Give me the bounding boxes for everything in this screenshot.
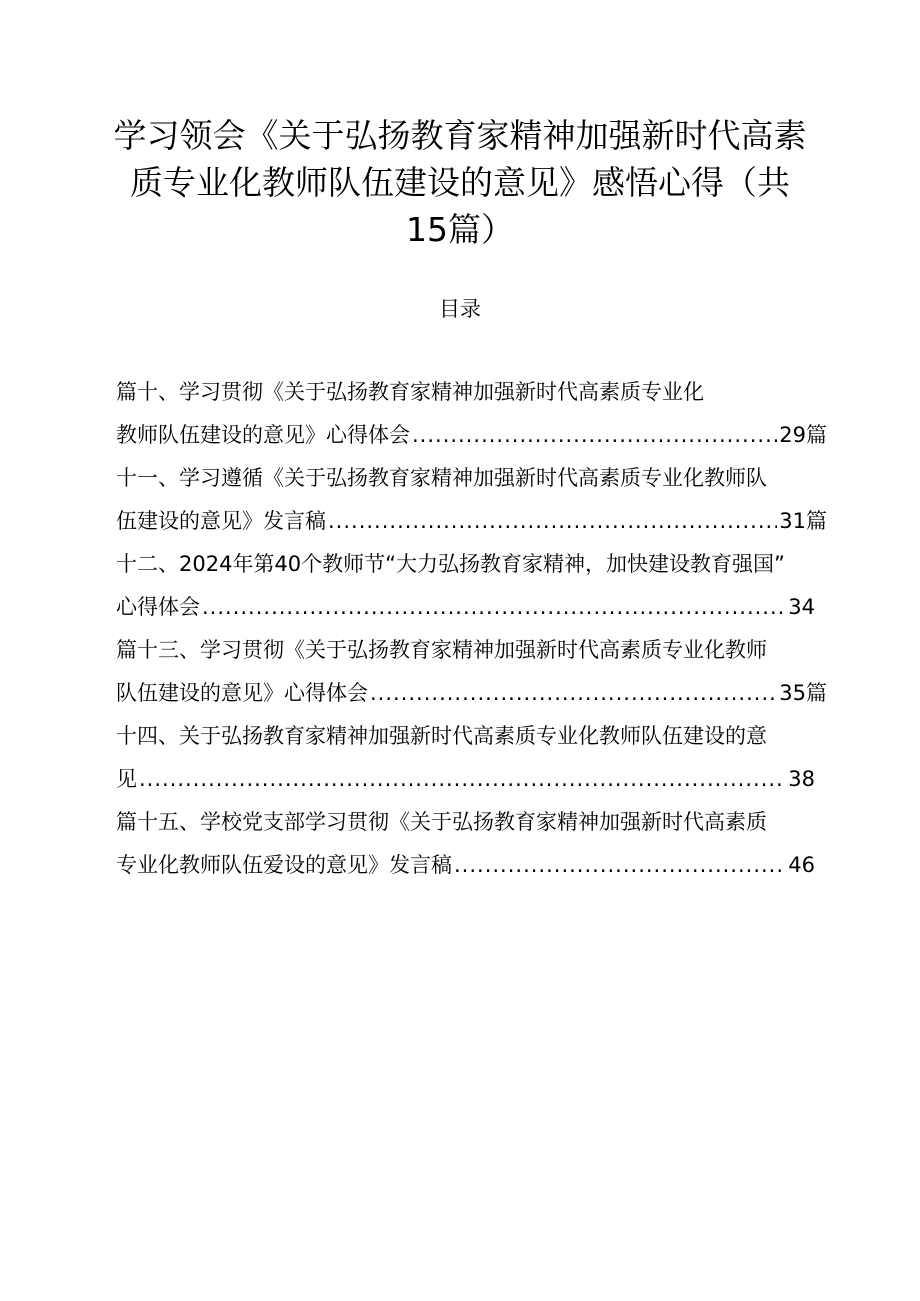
toc-entry-text: 篇十五、学校党支部学习贯彻《关于弘扬教育家精神加强新时代高素质 xyxy=(116,810,767,834)
title-line-1: 学习领会《关于弘扬教育家精神加强新时代高素 xyxy=(113,116,807,155)
toc-entry-line xyxy=(116,462,827,494)
toc-page-number: 46 xyxy=(788,853,815,877)
toc-entry-line xyxy=(116,548,827,580)
toc-entry-text: 十一、学习遵循《关于弘扬教育家精神加强新时代高素质专业化教师队 xyxy=(116,466,767,490)
toc-entry-line xyxy=(116,591,827,623)
dot-leader xyxy=(454,849,786,881)
toc-entry-text: 专业化教师队伍爱设的意见》发言稿 xyxy=(116,853,452,877)
toc-entry-line xyxy=(116,806,827,838)
toc-entry-13[interactable] xyxy=(116,634,827,709)
toc-entry-text: 十二、2024年第40个教师节“大力弘扬教育家精神，加快建设教育强国” xyxy=(116,552,785,576)
toc-entry-line xyxy=(116,720,827,752)
dot-leader xyxy=(139,763,786,795)
toc-entry-text: 十四、关于弘扬教育家精神加强新时代高素质专业化教师队伍建设的意 xyxy=(116,724,767,748)
toc-entry-11[interactable] xyxy=(116,462,827,537)
dot-leader xyxy=(202,591,786,623)
toc-entry-text: 篇十三、学习贯彻《关于弘扬教育家精神加强新时代高素质专业化教师 xyxy=(116,638,767,662)
title-line-3: 15篇） xyxy=(406,210,514,249)
toc-entry-12[interactable] xyxy=(116,548,827,623)
toc-entry-text: 篇十、学习贯彻《关于弘扬教育家精神加强新时代高素质专业化 xyxy=(116,380,704,404)
document-title xyxy=(110,112,810,253)
toc-entry-14[interactable] xyxy=(116,720,827,795)
toc-entry-line xyxy=(116,677,827,709)
toc-entry-text: 心得体会 xyxy=(116,595,200,619)
toc-entry-line xyxy=(116,634,827,666)
dot-leader xyxy=(370,677,777,709)
dot-leader xyxy=(412,419,777,451)
toc-entry-line xyxy=(116,849,827,881)
toc-page-number: 35篇 xyxy=(779,681,827,705)
toc-heading: 目录 xyxy=(439,297,481,321)
toc-entry-10[interactable] xyxy=(116,376,827,451)
toc-entry-line xyxy=(116,419,827,451)
toc-entry-line xyxy=(116,376,827,408)
toc-entry-text: 伍建设的意见》发言稿 xyxy=(116,509,326,533)
toc-page-number: 34 xyxy=(788,595,815,619)
toc-entry-line xyxy=(116,505,827,537)
toc-entry-line xyxy=(116,763,827,795)
toc-entry-text: 队伍建设的意见》心得体会 xyxy=(116,681,368,705)
toc-page-number: 29篇 xyxy=(779,423,827,447)
toc-page-number: 38 xyxy=(788,767,815,791)
toc-entry-15[interactable] xyxy=(116,806,827,881)
dot-leader xyxy=(328,505,777,537)
toc-page-number: 31篇 xyxy=(779,509,827,533)
toc-entry-text: 见 xyxy=(116,767,137,791)
toc-entry-text: 教师队伍建设的意见》心得体会 xyxy=(116,423,410,447)
table-of-contents xyxy=(116,376,827,892)
title-line-2: 质专业化教师队伍建设的意见》感悟心得（共 xyxy=(130,163,790,202)
